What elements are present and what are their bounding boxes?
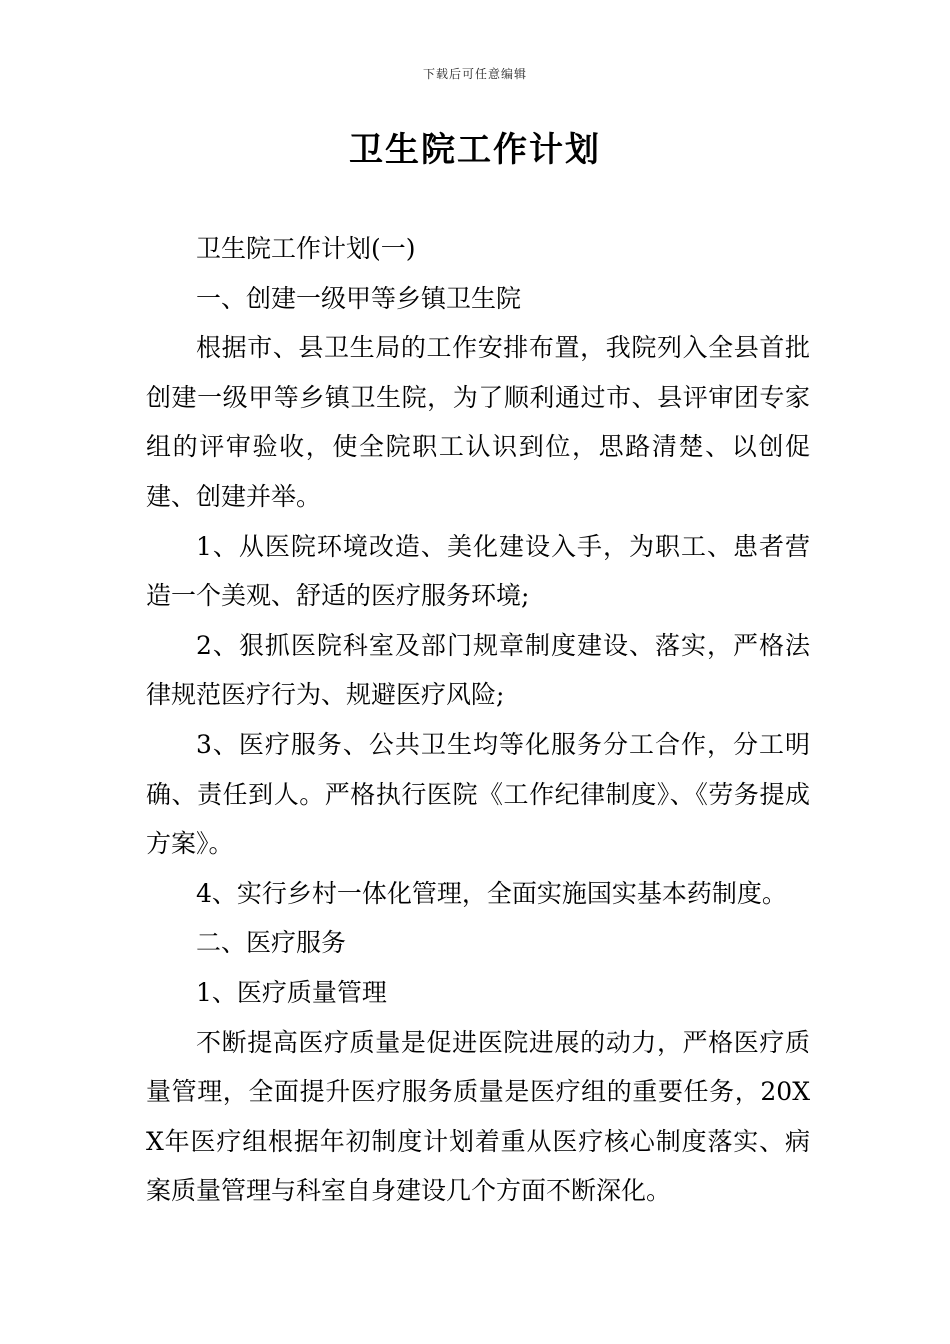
paragraph-heading-2: 二、医疗服务 [196, 928, 347, 958]
paragraph-section-heading: 卫生院工作计划(一) [196, 234, 416, 263]
page-title: 卫生院工作计划 [349, 130, 601, 170]
paragraph-list-item: 1、从医院环境改造、美化建设入手，为职工、患者营造一个美观、舒适的医疗服务环境; [146, 531, 810, 611]
header-note: 下载后可任意编辑 [422, 67, 527, 81]
paragraph-subheading: 1、医疗质量管理 [196, 977, 387, 1007]
paragraph: 根据市、县卫生局的工作安排布置，我院列入全县首批创建一级甲等乡镇卫生院，为了顺利通过市、县评审团专家组的评审验收，使全院职工认识到位，思路清楚、以创促建、创建并举。 [146, 333, 810, 511]
paragraph-list-item: 2、狠抓医院科室及部门规章制度建设、落实，严格法律规范医疗行为、规避医疗风险; [146, 630, 810, 710]
paragraph: 不断提高医疗质量是促进医院进展的动力，严格医疗质量管理，全面提升医疗服务质量是医疗组的重要任务，20XX年医疗组根据年初制度计划着重从医疗核心制度落实、病案质量管理与科室自身建设几个方面不断深化。 [146, 1027, 810, 1206]
paragraph-heading-1: 一、创建一级甲等乡镇卫生院 [196, 283, 522, 313]
document-body [146, 224, 810, 1216]
paragraph-list-item: 4、实行乡村一体化管理，全面实施国实基本药制度。 [196, 878, 787, 908]
paragraph-list-item: 3、医疗服务、公共卫生均等化服务分工合作，分工明确、责任到人。严格执行医院《工作纪律制度》、《劳务提成方案》。 [146, 729, 810, 859]
